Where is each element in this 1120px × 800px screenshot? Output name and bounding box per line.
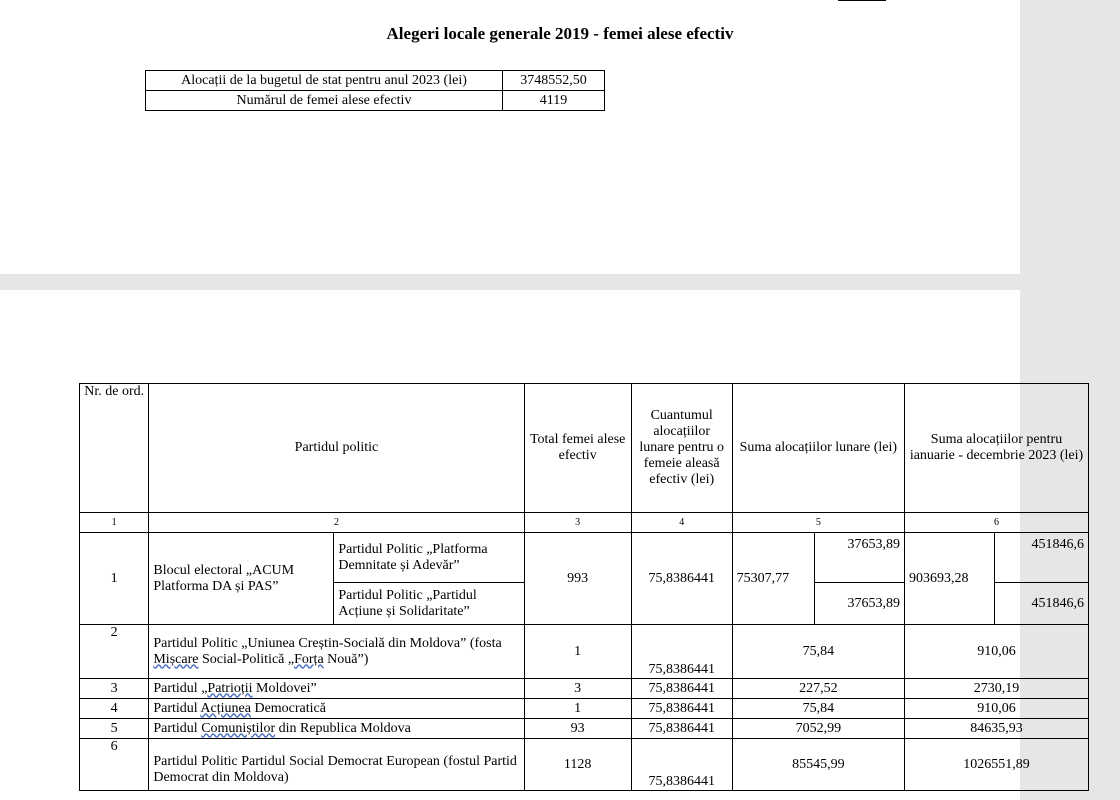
row-party: Partidul Politic Partidul Social Democrat European (fostul Partid Democrat din Moldova)	[149, 739, 524, 791]
index-cell: 5	[732, 513, 904, 533]
row-monthly: 75,84	[732, 625, 904, 679]
row-nr: 5	[80, 719, 149, 739]
row-nr: 4	[80, 699, 149, 719]
header-yearly: Suma alocațiilor pentru ianuarie - decembrie 2023 (lei)	[905, 384, 1089, 513]
table-row	[146, 91, 605, 111]
bloc-sub-party: Partidul Politic „Partidul Acțiune și Solidaritate”	[334, 583, 524, 625]
row-amount: 75,8386441	[631, 625, 732, 679]
row-party	[149, 625, 524, 679]
party-text: Nouă”)	[323, 651, 369, 667]
bloc-name: Blocul electoral „ACUM Platforma DA și PAS”	[149, 533, 334, 625]
row-yearly-part: 451846,6	[995, 583, 1089, 625]
header-amount: Cuantumul alocațiilor lunare pentru o femeie aleasă efectiv (lei)	[631, 384, 732, 513]
summary-value: 3748552,50	[503, 71, 605, 91]
party-text: Partidul	[153, 720, 202, 736]
party-text: Social-Politică „	[198, 651, 295, 667]
row-monthly-part: 37653,89	[814, 533, 904, 583]
row-yearly: 84635,93	[905, 719, 1089, 739]
row-total: 1128	[524, 739, 631, 791]
row-amount: 75,8386441	[631, 719, 732, 739]
party-text: Forța	[294, 651, 324, 667]
row-monthly: 85545,99	[732, 739, 904, 791]
table-row	[146, 71, 605, 91]
summary-label: Alocații de la bugetul de stat pentru anul 2023 (lei)	[146, 71, 503, 91]
row-party	[149, 679, 524, 699]
document-page-1	[0, 0, 1020, 274]
table-row	[80, 679, 1089, 699]
party-text: Patrioții	[207, 680, 253, 696]
row-monthly: 75,84	[732, 699, 904, 719]
summary-table	[145, 70, 605, 111]
party-text: Partidul „	[153, 680, 208, 696]
party-text: Partidul	[153, 700, 201, 716]
table-row	[80, 625, 1089, 679]
index-cell: 1	[80, 513, 149, 533]
table-header-row	[80, 384, 1089, 513]
row-amount: 75,8386441	[631, 679, 732, 699]
row-party	[149, 719, 524, 739]
row-yearly: 910,06	[905, 699, 1089, 719]
row-amount: 75,8386441	[631, 739, 732, 791]
row-nr: 1	[80, 533, 149, 625]
party-text: Democratică	[250, 700, 326, 716]
row-yearly: 903693,28	[905, 533, 995, 625]
page-title: Alegeri locale generale 2019 - femei alese efectiv	[386, 24, 734, 43]
row-monthly: 227,52	[732, 679, 904, 699]
party-text: Partidul Politic „Uniunea Creștin-Socială din Moldova” (fosta	[153, 635, 502, 651]
header-nr: Nr. de ord.	[80, 384, 149, 513]
header-total: Total femei alese efectiv	[524, 384, 631, 513]
row-yearly: 1026551,89	[905, 739, 1089, 791]
row-monthly: 7052,99	[732, 719, 904, 739]
row-total: 93	[524, 719, 631, 739]
row-party	[149, 699, 524, 719]
index-cell: 6	[905, 513, 1089, 533]
index-row	[80, 513, 1089, 533]
row-total: 993	[524, 533, 631, 625]
party-text: Mișcare	[153, 651, 199, 667]
document-page-2	[0, 290, 1084, 800]
header-rule	[838, 0, 886, 1]
row-nr: 2	[80, 625, 149, 679]
row-total: 1	[524, 625, 631, 679]
row-amount: 75,8386441	[631, 699, 732, 719]
table-row	[80, 699, 1089, 719]
header-party: Partidul politic	[149, 384, 524, 513]
party-text: Comuniștilor	[201, 720, 276, 736]
allocations-table	[79, 383, 1089, 791]
index-cell: 3	[524, 513, 631, 533]
row-monthly-part: 37653,89	[814, 583, 904, 625]
row-total: 3	[524, 679, 631, 699]
row-nr: 6	[80, 739, 149, 791]
header-monthly: Suma alocațiilor lunare (lei)	[732, 384, 904, 513]
bloc-sub-party: Partidul Politic „Platforma Demnitate și Adevăr”	[334, 533, 524, 583]
party-text: Moldovei”	[252, 680, 317, 696]
index-cell: 2	[149, 513, 524, 533]
summary-label: Numărul de femei alese efectiv	[146, 91, 503, 111]
party-text: Acțiunea	[200, 700, 251, 716]
table-row	[80, 719, 1089, 739]
row-nr: 3	[80, 679, 149, 699]
row-monthly: 75307,77	[732, 533, 814, 625]
summary-value: 4119	[503, 91, 605, 111]
row-yearly: 2730,19	[905, 679, 1089, 699]
table-row	[80, 533, 1089, 583]
row-total: 1	[524, 699, 631, 719]
row-yearly-part: 451846,6	[995, 533, 1089, 583]
table-row	[80, 739, 1089, 791]
row-amount: 75,8386441	[631, 533, 732, 625]
index-cell: 4	[631, 513, 732, 533]
party-text: din Republica Moldova	[275, 720, 411, 736]
row-yearly: 910,06	[905, 625, 1089, 679]
